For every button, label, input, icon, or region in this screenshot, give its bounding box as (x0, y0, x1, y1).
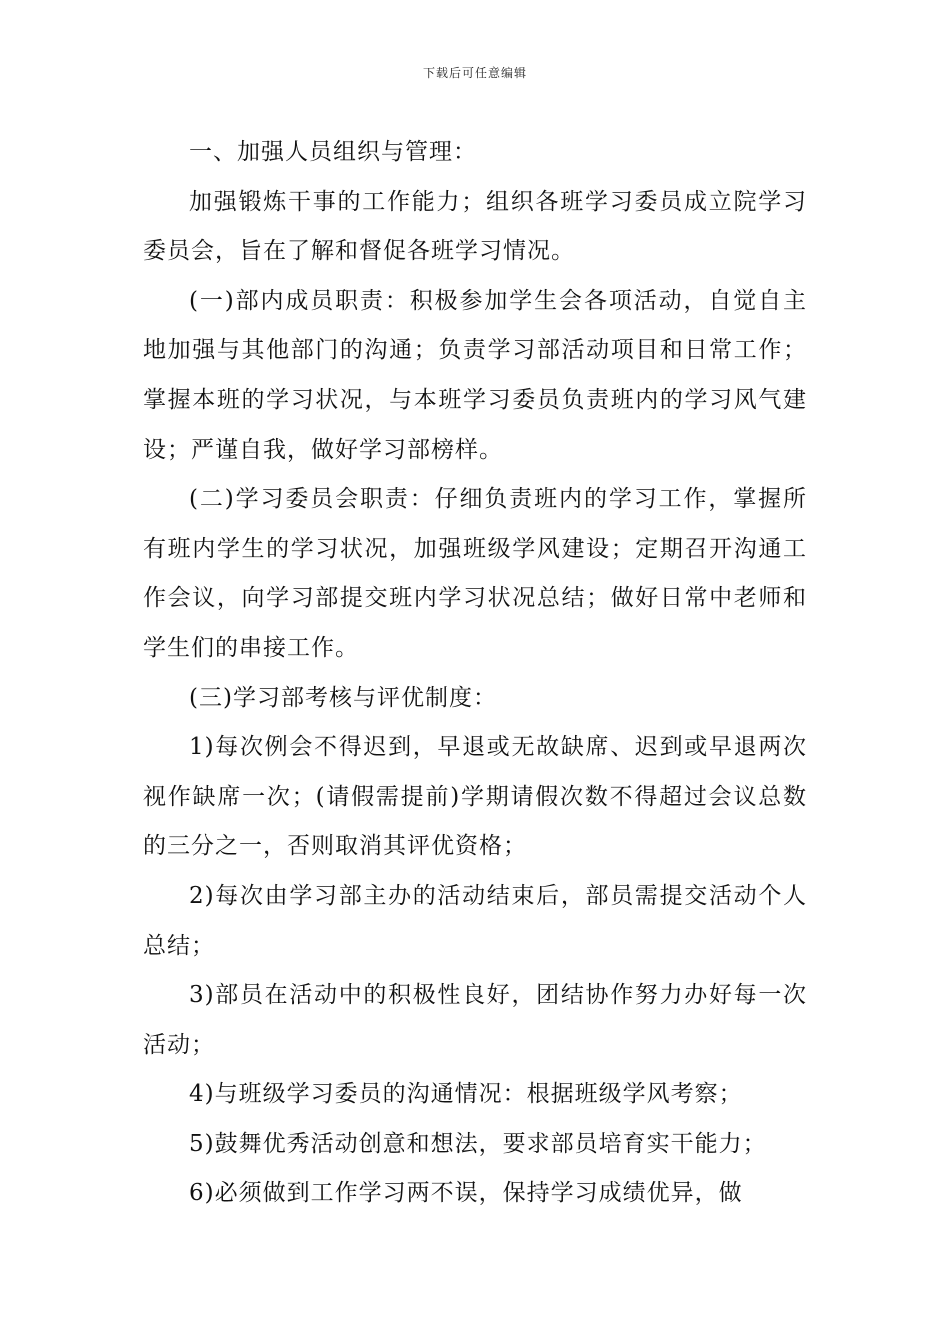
list-item: 1)每次例会不得迟到，早退或无故缺席、迟到或早退两次视作缺席一次；(请假需提前)学期请假次数不得超过会议总数的三分之一，否则取消其评优资格； (143, 734, 807, 860)
subsection-heading: (三)学习部考核与评优制度： (189, 684, 497, 711)
list-item: 5)鼓舞优秀活动创意和想法，要求部员培育实干能力； (189, 1130, 767, 1157)
list-item: 3)部员在活动中的积极性良好，团结协作努力办好每一次活动； (143, 982, 807, 1058)
document-body (143, 128, 807, 1219)
paragraph-committee-duties: (二)学习委员会职责：仔细负责班内的学习工作，掌握所有班内学生的学习状况，加强班级学风建设；定期召开沟通工作会议，向学习部提交班内学习状况总结；做好日常中老师和学生们的串接工作。 (143, 486, 807, 661)
list-item: 2)每次由学习部主办的活动结束后，部员需提交活动个人总结； (143, 882, 807, 959)
paragraph: 加强锻炼干事的工作能力；组织各班学习委员成立院学习委员会，旨在了解和督促各班学习情况。 (143, 188, 807, 265)
paragraph-member-duties: (一)部内成员职责：积极参加学生会各项活动，自觉自主地加强与其他部门的沟通；负责学习部活动项目和日常工作；掌握本班的学习状况，与本班学习委员负责班内的学习风气建设；严谨自我，做好学习部榜样。 (143, 287, 807, 463)
section-heading: 一、加强人员组织与管理： (189, 139, 477, 165)
page-header: 下载后可任意编辑 (422, 66, 527, 80)
list-item: 4)与班级学习委员的沟通情况：根据班级学风考察； (189, 1081, 743, 1108)
list-item: 6)必须做到工作学习两不误，保持学习成绩优异，做 (189, 1180, 743, 1207)
